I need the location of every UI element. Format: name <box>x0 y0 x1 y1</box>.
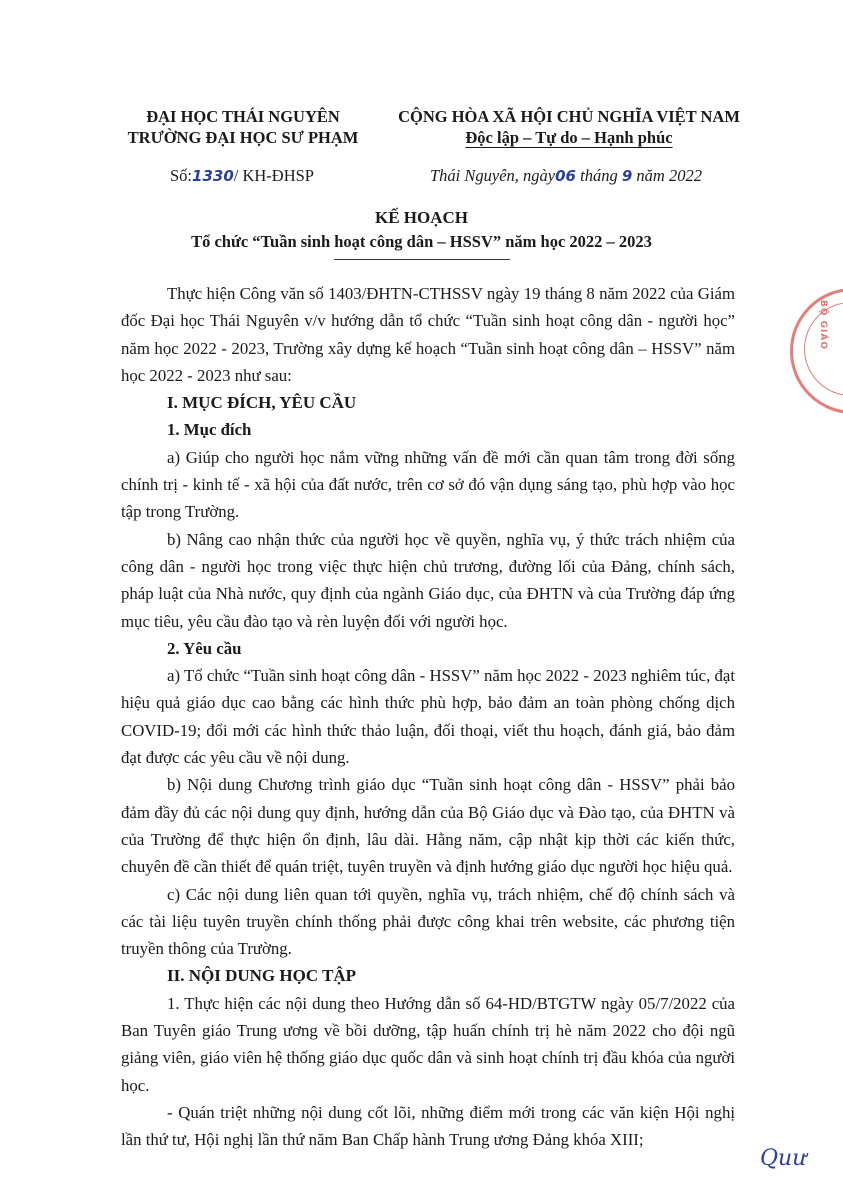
paragraph-2b: b) Nội dung Chương trình giáo dục “Tuần sinh hoạt công dân - HSSV” phải bảo đảm đầy đủ các nội dung quy định, hướng dẫn của Bộ Giáo dục và Đào tạo, của ĐHTN và của Trường để thực hiện ổn định, lâu dài. Hằng năm, cập nhật kịp thời các kiến thức, chuyên đề cần thiết để quán triệt, tuyên truyền và định hướng giáo dục người học hiệu quả. <box>121 775 735 877</box>
seal-text: BỘ GIÁO <box>818 300 828 350</box>
paragraph-1b: b) Nâng cao nhận thức của người học về quyền, nghĩa vụ, ý thức trách nhiệm của công dân - người học trong việc thực hiện chủ trương, đường lối của Đảng, chính sách, pháp luật của Nhà nước, quy định của ngành Giáo dục, của ĐHTN và của Trường đáp ứng mục tiêu, yêu cầu đào tạo và rèn luyện đối với người học. <box>121 529 735 631</box>
org-line-1: ĐẠI HỌC THÁI NGUYÊN <box>146 107 340 126</box>
section-heading-2: II. NỘI DUNG HỌC TẬP <box>167 966 357 986</box>
national-motto: Độc lập – Tự do – Hạnh phúc <box>465 128 673 147</box>
paragraph-4: - Quán triệt những nội dung cốt lõi, những điểm mới trong các văn kiện Hội nghị lần thứ tư, Hội nghị lần thứ năm Ban Chấp hành Trung ương Đảng khóa XIII; <box>121 1102 735 1150</box>
org-line-2: TRƯỜNG ĐẠI HỌC SƯ PHẠM <box>127 128 359 147</box>
doc-number-handwritten: 1330 <box>192 167 234 185</box>
year-label: năm 2022 <box>636 166 702 185</box>
paragraph-3: 1. Thực hiện các nội dung theo Hướng dẫn số 64-HD/BTGTW ngày 05/7/2022 của Ban Tuyên giáo Trung ương về bồi dưỡng, tập huấn chính trị hè năm 2022 cho đội ngũ giảng viên, giáo viên hệ thống giáo dục quốc dân và sinh hoạt chính trị đầu khóa của người học. <box>121 993 735 1095</box>
paragraph-2a: a) Tổ chức “Tuần sinh hoạt công dân - HSSV” năm học 2022 - 2023 nghiêm túc, đạt hiệu quả giáo dục cao bằng các hình thức phù hợp, bảo đảm an toàn phòng chống dịch COVID-19; đổi mới các hình thức thảo luận, đối thoại, viết thu hoạch, đánh giá, bảo đảm đạt được các yêu cầu về nội dung. <box>121 666 735 768</box>
day-handwritten: 06 <box>555 167 576 185</box>
doc-number-prefix: Số: <box>170 166 193 185</box>
subsection-heading-purpose: 1. Mục đích <box>167 420 252 440</box>
country-name: CỘNG HÒA XÃ HỘI CHỦ NGHĨA VIỆT NAM <box>398 107 740 126</box>
national-header <box>388 106 750 148</box>
issuing-organization <box>112 106 374 148</box>
intro-paragraph: Thực hiện Công văn số 1403/ĐHTN-CTHSSV ngày 19 tháng 8 năm 2022 của Giám đốc Đại học Thái Nguyên v/v hướng dẫn tổ chức “Tuần sinh hoạt công dân - người học” năm học 2022 - 2023, Trường xây dựng kế hoạch “Tuần sinh hoạt công dân – HSSV” năm học 2022 - 2023 như sau: <box>121 284 735 385</box>
paragraph-1a: a) Giúp cho người học nắm vững những vấn đề mới cần quan tâm trong đời sống chính trị - kinh tế - xã hội của đất nước, trên cơ sở đó vận dụng sáng tạo, phù hợp vào học tập trong Trường. <box>121 447 735 522</box>
month-handwritten: 9 <box>621 167 633 185</box>
section-heading-1: I. MỤC ĐÍCH, YÊU CẦU <box>167 393 357 413</box>
place-prefix: Thái Nguyên, ngày <box>430 166 556 185</box>
subsection-heading-requirements: 2. Yêu cầu <box>167 638 242 658</box>
place-and-date <box>430 166 702 186</box>
document-type-title: KẾ HOẠCH <box>374 208 469 227</box>
title-underline <box>334 259 510 260</box>
handwritten-initials: Quư <box>760 1146 807 1171</box>
doc-number-suffix: / KH-ĐHSP <box>233 166 314 185</box>
document-subject: Tổ chức “Tuần sinh hoạt công dân – HSSV” năm học 2022 – 2023 <box>191 232 652 251</box>
document-number <box>170 166 314 186</box>
document-body <box>121 280 735 1154</box>
month-label: tháng <box>580 166 618 185</box>
paragraph-2c: c) Các nội dung liên quan tới quyền, nghĩa vụ, trách nhiệm, chế độ chính sách và các tài liệu tuyên truyền chính thống phải được công khai trên website, các phương tiện truyền thông của Trường. <box>121 884 735 959</box>
